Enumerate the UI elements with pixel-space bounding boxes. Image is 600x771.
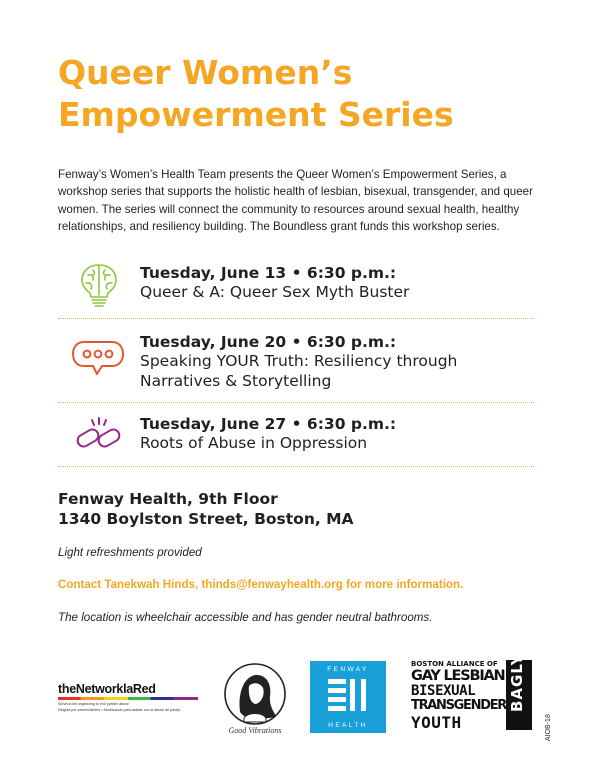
broken-chain-icon (74, 416, 124, 456)
sponsor-logos (0, 650, 600, 760)
location-address (58, 489, 538, 529)
title-line-2: Empowerment Series (58, 95, 454, 134)
event-june-27 (58, 414, 534, 467)
event-date: Tuesday, June 20 • 6:30 p.m.: (140, 333, 397, 351)
fenway-health-logo (310, 661, 386, 733)
fenway-bottom-text: HEALTH (328, 722, 368, 729)
bagly-line-4: TRANSGENDER (411, 698, 506, 713)
bagly-vertical-text: BAGLY (508, 653, 526, 712)
bagly-logo (411, 653, 533, 736)
event-june-13 (58, 263, 534, 319)
fenway-top-text: FENWAY (327, 666, 369, 673)
event-date: Tuesday, June 27 • 6:30 p.m.: (140, 415, 397, 433)
event-june-20 (58, 332, 534, 403)
network-name: theNetworklaRed (58, 682, 156, 696)
intro-paragraph: Fenway’s Women’s Health Team presents the Queer Women’s Empowerment Series, a workshop series that supports the holistic health of lesbian, bisexual, transgender, and queer women. The series will connect the community to resources around sexual health, healthy relationships, and resiliency building. The Boundless grant funds this workshop series. (58, 168, 533, 233)
woman-portrait-icon (218, 662, 292, 726)
rainbow-bar (58, 697, 198, 700)
bagly-line-5: YOUTH (411, 713, 462, 732)
brain-lightbulb-icon (74, 261, 124, 309)
bagly-line-3: BISEXUAL (411, 683, 476, 699)
page-title (58, 52, 558, 136)
event-topic-line-1: Speaking YOUR Truth: Resiliency through (140, 352, 458, 370)
network-la-red-logo (58, 682, 198, 713)
network-tagline-1: Survivor-led organizing to end partner abuse (58, 702, 129, 706)
network-tagline-2: Dirigida por sobrevivientes • Movilizando para acabar con el abuso de pareja (58, 708, 181, 713)
bagly-line-1: BOSTON ALLIANCE OF (411, 660, 498, 668)
bagly-line-2: GAY LESBIAN (411, 668, 505, 684)
refreshments-note: Light refreshments provided (58, 546, 202, 559)
event-topic: Queer & A: Queer Sex Myth Buster (140, 283, 410, 301)
event-date: Tuesday, June 13 • 6:30 p.m.: (140, 264, 397, 282)
event-topic: Roots of Abuse in Oppression (140, 434, 368, 452)
location-line-2: 1340 Boylston Street, Boston, MA (58, 510, 354, 528)
speech-bubble-icon (70, 338, 126, 384)
location-line-1: Fenway Health, 9th Floor (58, 490, 278, 508)
bagly-vertical-badge (506, 653, 532, 730)
accessibility-note: The location is wheelchair accessible and has gender neutral bathrooms. (58, 611, 433, 624)
title-line-1: Queer Women’s (58, 53, 353, 92)
contact-info: Contact Tanekwah Hinds, thinds@fenwayhealth.org for more information. (58, 578, 464, 591)
event-topic-line-2: Narratives & Storytelling (140, 371, 332, 390)
document-code: AIOB-18 (545, 714, 552, 741)
good-vibrations-logo (218, 662, 292, 740)
good-vibrations-text: Good Vibrations (228, 726, 282, 735)
